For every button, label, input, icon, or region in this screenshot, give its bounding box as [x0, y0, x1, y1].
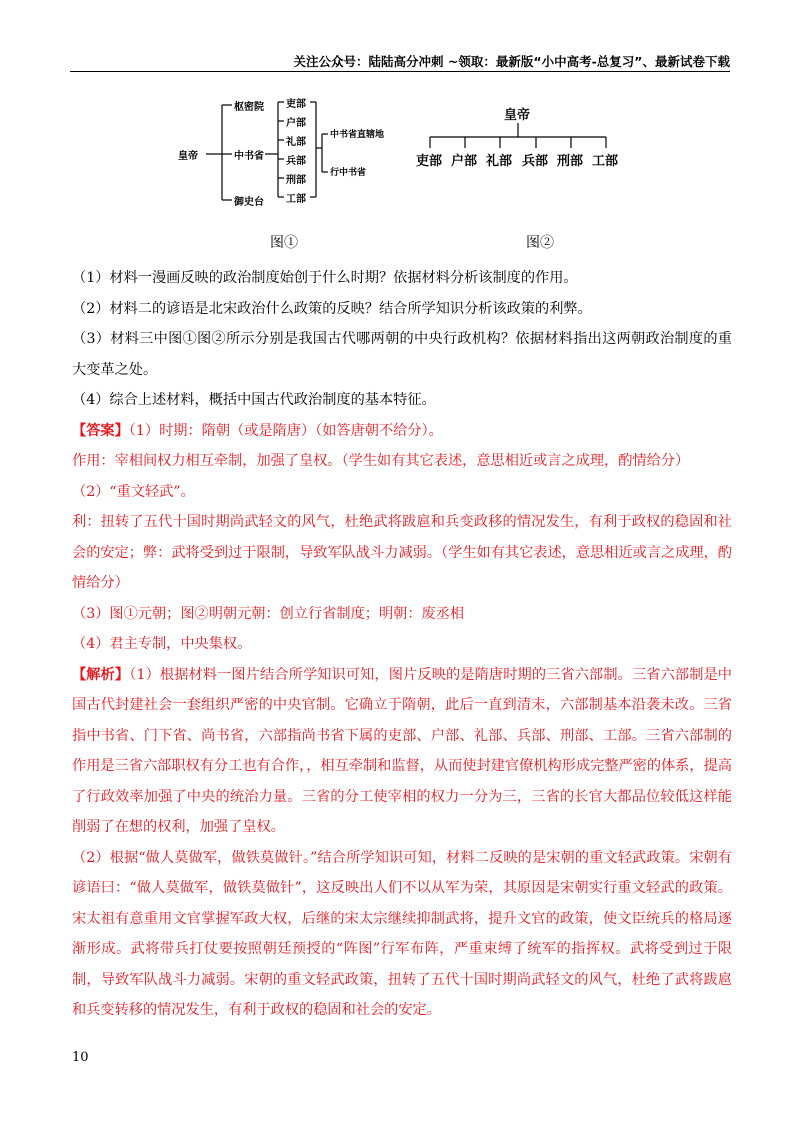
- fig1-shumiyuan: 枢密院: [234, 102, 264, 113]
- answer-1: 【答案】（1）时期：隋朝（或是隋唐）（如答唐朝不给分）。: [72, 422, 443, 439]
- fig2-caption: 图②: [526, 235, 554, 251]
- fig1-ministry: 刑部: [286, 175, 306, 186]
- analysis-tag: 【解析】: [72, 666, 130, 683]
- fig1-ministry: 吏部: [286, 99, 306, 110]
- answer-tag: 【答案】: [72, 422, 129, 439]
- answer-2: （2）“重文轻武”。: [72, 483, 195, 500]
- analysis-2: （2）根据“做人莫做军，做铁莫做针。”结合所学知识可知，材料二反映的是宋朝的重文轻武政策。宋朝有谚语曰：“做人莫做军，做铁莫做针”，这反映出人们不以从军为荣，其原因是宋朝实行重文轻武的政策。宋太祖有意重用文官掌握军政大权，后继的宋太宗继续抑制武将，提升文官的政策，使文臣统兵的格局逐渐形成。武将带兵打仗要按照朝廷预授的“阵图”行军布阵，严重束缚了统军的指挥权。武将受到过于限制，导致军队战斗力减弱。宋朝的重文轻武政策，扭转了五代十国时期尚武轻文的风气，杜绝了武将跋扈和兵变转移的情况发生，有利于政权的稳固和社会的安定。: [72, 849, 732, 1018]
- answer-2-detail: 利：扭转了五代十国时期尚武轻文的风气，杜绝武将跋扈和兵变政移的情况发生，有利于政权的稳固和社会的安定；弊：武将受到过于限制，导致军队战斗力减弱。（学生如有其它表述，意思相近或言之成理，酌情给分）: [72, 514, 732, 591]
- figure-diagrams: [170, 88, 650, 273]
- fig1-ministry: 户部: [286, 118, 306, 129]
- fig1-zhongshu: 中书省: [234, 151, 264, 162]
- question-2: （2）材料二的谚语是北宋政治什么政策的反映？结合所学知识分析该政策的利弊。: [72, 300, 592, 317]
- analysis-1: 【解析】（1）根据材料一图片结合所学知识可知，图片反映的是隋唐时期的三省六部制。三省六部制是中国古代封建社会一套组织严密的中央官制。它确立于隋朝，此后一直到清末，六部制基本沿袭未改。三省指中书省、门下省、尚书省，六部指尚书省下属的吏部、户部、礼部、兵部、刑部、工部。三省六部制的作用是三省六部职权有分工也有合作，，相互牵制和监督，从而使封建官僚机构形成完整严密的体系，提高了行政效率加强了中央的统治力量。三省的分工使宰相的权力一分为三，三省的长官大都品位较低这样能削弱了在想的权利，加强了皇权。: [72, 666, 732, 835]
- answer-4: （4）君主专制，中央集权。: [72, 636, 252, 652]
- answer-3: （3）图①元朝；图②明朝元朝：创立行省制度；明朝：废丞相: [72, 605, 465, 622]
- fig2-ministry: 刑部: [557, 154, 584, 169]
- fig2-ministry: 兵部: [522, 154, 549, 169]
- header-rule: [70, 71, 730, 72]
- page-header: 关注公众号：陆陆高分冲刺 ~领取：最新版“小中高考-总复习”、最新试卷下载: [293, 54, 730, 69]
- fig1-caption: 图①: [270, 235, 298, 251]
- fig2-ministry: 礼部: [486, 154, 513, 169]
- page-number: 10: [72, 1050, 89, 1065]
- fig1-xing: 行中书省: [330, 168, 367, 178]
- fig2-ministry: 吏部: [416, 154, 443, 169]
- fig1-yushitai: 御史台: [234, 197, 264, 208]
- fig1-zhishu: 中书省直辖地: [330, 130, 385, 140]
- question-4: （4）综合上述材料，概括中国古代政治制度的基本特征。: [72, 392, 436, 408]
- question-1: （1）材料一漫画反映的政治制度始创于什么时期？依据材料分析该制度的作用。: [72, 270, 578, 286]
- diagram-lines: [170, 88, 650, 273]
- fig1-emperor: 皇帝: [178, 151, 198, 162]
- fig1-ministry: 礼部: [286, 137, 306, 148]
- question-content: [72, 263, 732, 1026]
- answer-1-effect: 作用：宰相间权力相互牵制，加强了皇权。（学生如有其它表述，意思相近或言之成理，酌情给分）: [72, 453, 690, 469]
- question-3: （3）材料三中图①图②所示分别是我国古代哪两朝的中央行政机构？依据材料指出这两朝政治制度的重大变革之处。: [72, 331, 732, 378]
- fig2-emperor: 皇帝: [504, 108, 531, 123]
- fig2-ministry: 工部: [592, 154, 619, 169]
- fig1-ministry: 兵部: [286, 156, 306, 167]
- fig1-ministry: 工部: [286, 194, 306, 205]
- fig2-ministry: 户部: [451, 154, 478, 169]
